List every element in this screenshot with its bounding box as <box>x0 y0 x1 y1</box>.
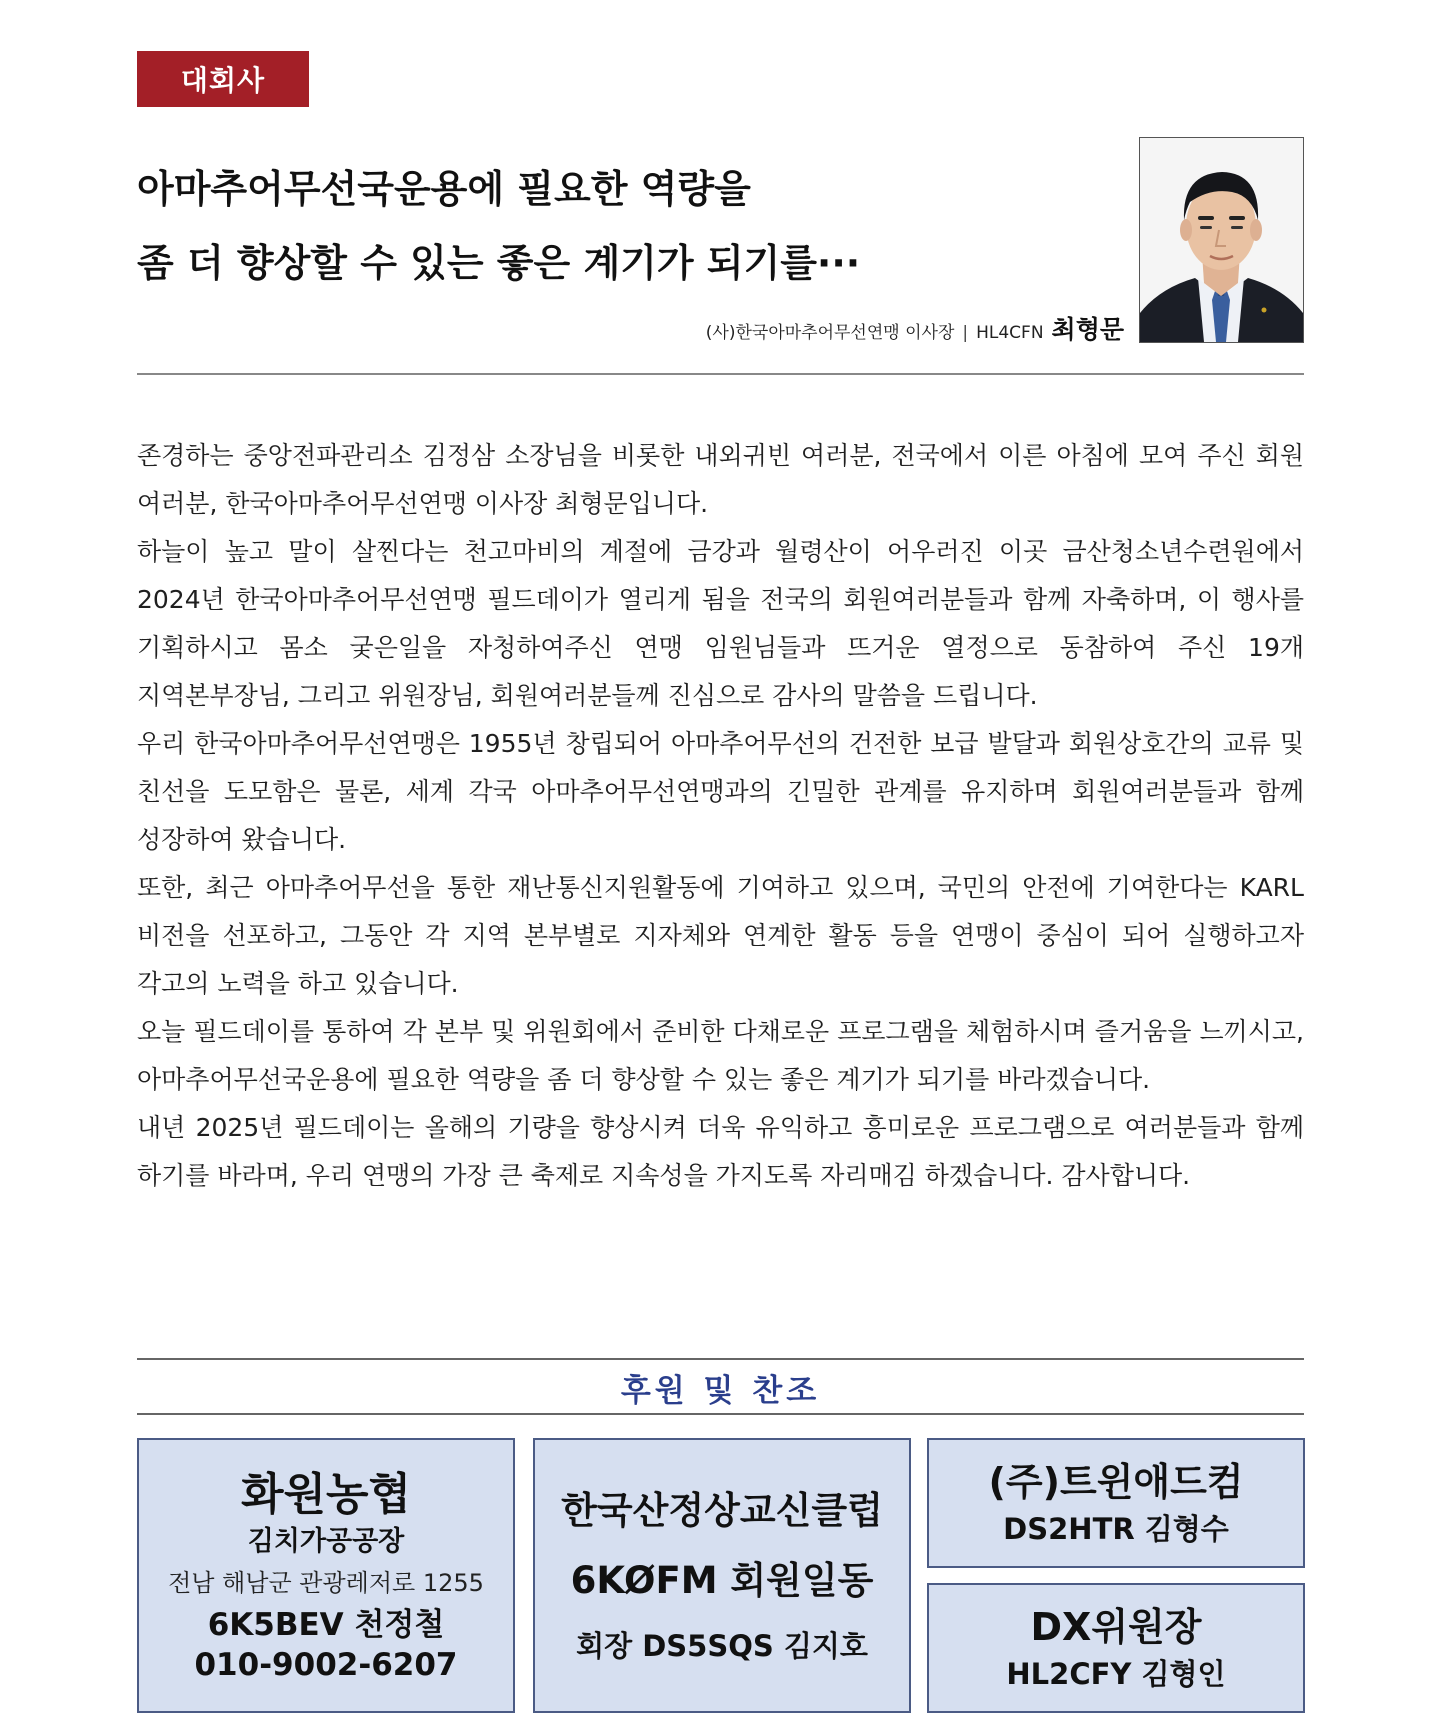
sponsor-section-title: 후원 및 찬조 <box>620 1373 821 1409</box>
sponsor-box-summit-club <box>533 1438 911 1713</box>
sponsor-name: 한국산정상교신클럽 <box>561 1488 883 1532</box>
sponsor-line-2: DS2HTR 김형수 <box>1003 1512 1229 1546</box>
sponsor-phone: 010-9002-6207 <box>194 1646 458 1683</box>
sponsor-line-2: 6KØFM 회원일동 <box>570 1558 874 1602</box>
byline-separator: | <box>962 323 969 343</box>
sponsor-box-dx-chair <box>927 1583 1305 1713</box>
sponsor-divider-top <box>137 1358 1304 1360</box>
headline <box>137 152 860 300</box>
sponsor-box-twinadcom <box>927 1438 1305 1568</box>
sponsor-subtitle: 김치가공공장 <box>247 1525 405 1557</box>
body-paragraph: 오늘 필드데이를 통하여 각 본부 및 위원회에서 준비한 다채로운 프로그램을 체험하시며 즐거움을 느끼시고, 아마추어무선국운용에 필요한 역량을 좀 더 향상할 수 있는 좋은 계기가 되기를 바라겠습니다. <box>137 1017 1304 1094</box>
sponsor-contact: 6K5BEV 천정철 <box>207 1606 445 1643</box>
article-body <box>137 432 1304 1200</box>
body-paragraph: 하늘이 높고 말이 살찐다는 천고마비의 계절에 금강과 월령산이 어우러진 이곳 금산청소년수련원에서 2024년 한국아마추어무선연맹 필드데이가 열리게 됨을 전국의 회원여러분들과 함께 자축하며, 이 행사를 기획하시고 몸소 궂은일을 자청하여주신 연맹 임원님들과 뜨거운 열정으로 동참하여 주신 19개 지역본부장님, 그리고 위원장님, 회원여러분들께 진심으로 감사의 말씀을 드립니다. <box>137 537 1304 710</box>
body-paragraph: 우리 한국아마추어무선연맹은 1955년 창립되어 아마추어무선의 건전한 보급 발달과 회원상호간의 교류 및 친선을 도모함은 물론, 세계 각국 아마추어무선연맹과의 긴밀한 관계를 유지하며 회원여러분들과 함께 성장하여 왔습니다. <box>137 729 1304 854</box>
byline <box>706 310 1124 346</box>
byline-callsign: HL4CFN <box>976 323 1044 343</box>
sponsor-name: 화원농협 <box>240 1468 411 1520</box>
sponsor-divider-bottom <box>137 1413 1304 1415</box>
sponsor-line-2: HL2CFY 김형인 <box>1006 1657 1226 1691</box>
headline-line-1: 아마추어무선국운용에 필요한 역량을 <box>137 167 751 211</box>
body-paragraph: 존경하는 중앙전파관리소 김정삼 소장님을 비롯한 내외귀빈 여러분, 전국에서 이른 아침에 모여 주신 회원 여러분, 한국아마추어무선연맹 이사장 최형문입니다. <box>137 441 1304 518</box>
headline-line-2: 좀 더 향상할 수 있는 좋은 계기가 되기를··· <box>137 241 861 285</box>
portrait-illustration <box>1140 138 1303 342</box>
author-portrait <box>1139 137 1304 343</box>
sponsor-address: 전남 해남군 관광레저로 1255 <box>168 1568 484 1597</box>
sponsor-line-3: 회장 DS5SQS 김지호 <box>576 1628 868 1663</box>
body-paragraph: 내년 2025년 필드데이는 올해의 기량을 향상시켜 더욱 유익하고 흥미로운 프로그램으로 여러분들과 함께 하기를 바라며, 우리 연맹의 가장 큰 축제로 지속성을 가지도록 자리매김 하겠습니다. 감사합니다. <box>137 1113 1304 1190</box>
sponsor-box-hwawon <box>137 1438 515 1713</box>
byline-name: 최형문 <box>1051 315 1124 344</box>
sponsor-name: (주)트윈애드컴 <box>988 1460 1244 1504</box>
sponsor-name: DX위원장 <box>1030 1605 1202 1649</box>
body-paragraph: 또한, 최근 아마추어무선을 통한 재난통신지원활동에 기여하고 있으며, 국민의 안전에 기여한다는 KARL 비전을 선포하고, 그동안 각 지역 본부별로 지자체와 연계한 활동 등을 연맹이 중심이 되어 실행하고자 각고의 노력을 하고 있습니다. <box>137 873 1304 998</box>
top-divider <box>137 373 1304 375</box>
section-tag: 대회사 <box>137 51 309 107</box>
byline-org-title: (사)한국아마추어무선연맹 이사장 <box>705 323 955 343</box>
